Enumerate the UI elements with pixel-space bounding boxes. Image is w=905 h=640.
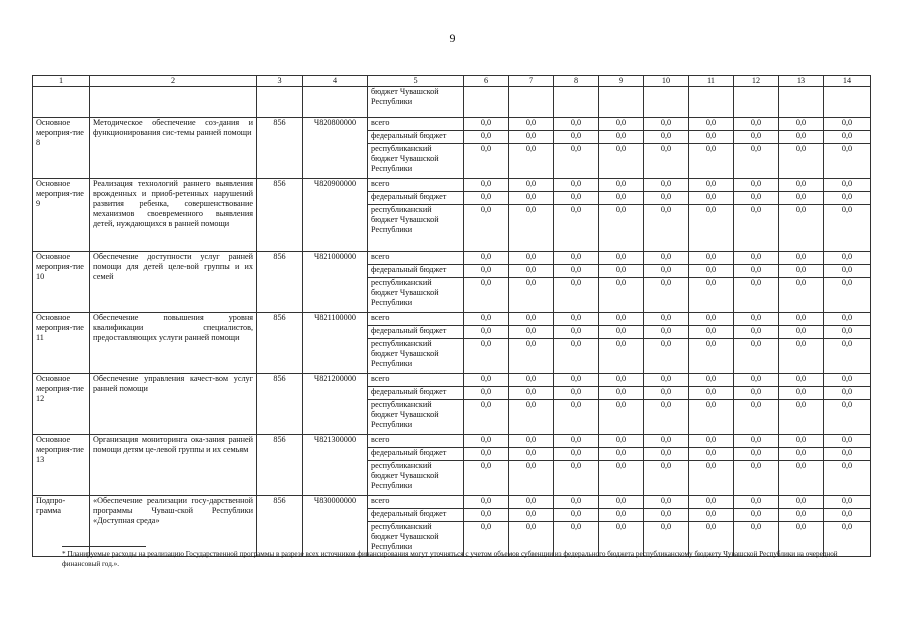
- value-cell: 0,0: [734, 448, 779, 461]
- funding-source: федеральный бюджет: [368, 509, 464, 522]
- funding-source: федеральный бюджет: [368, 326, 464, 339]
- funding-source: федеральный бюджет: [368, 192, 464, 205]
- value-cell: 0,0: [554, 509, 599, 522]
- column-number: 12: [734, 76, 779, 87]
- value-cell: 0,0: [554, 496, 599, 509]
- value-cell: 0,0: [554, 265, 599, 278]
- funding-source: всего: [368, 435, 464, 448]
- value-cell: 0,0: [554, 278, 599, 313]
- value-cell: 0,0: [824, 192, 871, 205]
- value-cell: 0,0: [689, 496, 734, 509]
- value-cell: 0,0: [779, 205, 824, 252]
- value-cell: 0,0: [689, 387, 734, 400]
- value-cell: 0,0: [554, 461, 599, 496]
- funding-source: всего: [368, 252, 464, 265]
- value-cell: 0,0: [509, 400, 554, 435]
- value-cell: 0,0: [554, 374, 599, 387]
- value-cell: 0,0: [734, 179, 779, 192]
- value-cell: 0,0: [464, 278, 509, 313]
- value-cell: 0,0: [824, 339, 871, 374]
- value-cell: 0,0: [689, 118, 734, 131]
- value-cell: 0,0: [599, 387, 644, 400]
- funding-source: республиканский бюджет Чувашской Республики: [368, 400, 464, 435]
- value-cell: 0,0: [734, 461, 779, 496]
- table-body: [33, 76, 871, 557]
- budget-table: [32, 75, 871, 557]
- funding-source: федеральный бюджет: [368, 448, 464, 461]
- grbs-code: 856: [257, 118, 303, 179]
- value-cell: 0,0: [644, 205, 689, 252]
- column-number: 2: [90, 76, 257, 87]
- value-cell: 0,0: [734, 509, 779, 522]
- value-cell: 0,0: [464, 435, 509, 448]
- value-cell: 0,0: [644, 496, 689, 509]
- value-cell: 0,0: [824, 118, 871, 131]
- activity-name: Методическое обеспечение соз-дания и функционирования сис-темы ранней помощи: [90, 118, 257, 179]
- value-cell: 0,0: [779, 118, 824, 131]
- value-cell: 0,0: [464, 205, 509, 252]
- value-cell: 0,0: [644, 278, 689, 313]
- value-cell: 0,0: [599, 522, 644, 557]
- value-cell: 0,0: [644, 374, 689, 387]
- activity-type: Основное мероприя-тие 10: [33, 252, 90, 313]
- column-number: 8: [554, 76, 599, 87]
- value-cell: 0,0: [554, 313, 599, 326]
- value-cell: 0,0: [599, 192, 644, 205]
- value-cell: 0,0: [824, 387, 871, 400]
- value-cell: 0,0: [779, 496, 824, 509]
- value-cell: 0,0: [689, 448, 734, 461]
- value-cell: 0,0: [464, 313, 509, 326]
- value-cell: 0,0: [599, 400, 644, 435]
- value-cell: 0,0: [464, 496, 509, 509]
- value-cell: 0,0: [464, 192, 509, 205]
- value-cell: 0,0: [779, 435, 824, 448]
- value-cell: 0,0: [824, 278, 871, 313]
- value-cell: 0,0: [464, 374, 509, 387]
- value-cell: 0,0: [644, 313, 689, 326]
- value-cell: 0,0: [734, 339, 779, 374]
- activity-name: Обеспечение повышения уровня квалификации специалистов, предоставляющих услуги ранней помощи: [90, 313, 257, 374]
- value-cell: 0,0: [689, 374, 734, 387]
- column-number: 6: [464, 76, 509, 87]
- value-cell: 0,0: [464, 522, 509, 557]
- value-cell: 0,0: [509, 313, 554, 326]
- column-number: 14: [824, 76, 871, 87]
- value-cell: 0,0: [554, 326, 599, 339]
- table-row: [33, 374, 871, 387]
- footnote-separator: [62, 546, 146, 547]
- value-cell: 0,0: [779, 387, 824, 400]
- funding-source: федеральный бюджет: [368, 131, 464, 144]
- value-cell: 0,0: [644, 448, 689, 461]
- value-cell: 0,0: [734, 374, 779, 387]
- value-cell: 0,0: [779, 461, 824, 496]
- value-cell: 0,0: [554, 435, 599, 448]
- value-cell: 0,0: [824, 265, 871, 278]
- column-number: 4: [303, 76, 368, 87]
- value-cell: 0,0: [464, 118, 509, 131]
- target-article-code: Ч821300000: [303, 435, 368, 496]
- value-cell: 0,0: [599, 435, 644, 448]
- grbs-code: 856: [257, 252, 303, 313]
- value-cell: 0,0: [509, 205, 554, 252]
- value-cell: 0,0: [644, 252, 689, 265]
- column-number: 9: [599, 76, 644, 87]
- column-number-row: [33, 76, 871, 87]
- value-cell: 0,0: [599, 326, 644, 339]
- page-number: 9: [449, 31, 456, 45]
- footnote: * Планируемые расходы на реализацию Государственной программы в разрезе всех источников финансирования могут уточняться с учетом объемов субвенции из федерального бюджета республиканскому бюджету Чувашской Республики на очередной финансовый год.».: [62, 550, 838, 568]
- value-cell: 0,0: [779, 374, 824, 387]
- value-cell: 0,0: [824, 313, 871, 326]
- value-cell: 0,0: [779, 265, 824, 278]
- value-cell: 0,0: [779, 131, 824, 144]
- value-cell: 0,0: [779, 192, 824, 205]
- value-cell: 0,0: [689, 278, 734, 313]
- column-number: 5: [368, 76, 464, 87]
- value-cell: 0,0: [824, 522, 871, 557]
- table-row: [33, 118, 871, 131]
- value-cell: 0,0: [599, 205, 644, 252]
- value-cell: 0,0: [599, 461, 644, 496]
- value-cell: 0,0: [734, 131, 779, 144]
- table-row: [33, 313, 871, 326]
- value-cell: 0,0: [824, 400, 871, 435]
- value-cell: 0,0: [644, 400, 689, 435]
- grbs-code: 856: [257, 374, 303, 435]
- value-cell: 0,0: [554, 118, 599, 131]
- value-cell: 0,0: [554, 144, 599, 179]
- value-cell: 0,0: [734, 400, 779, 435]
- activity-type: Основное мероприя-тие 9: [33, 179, 90, 252]
- column-number: 3: [257, 76, 303, 87]
- value-cell: 0,0: [734, 144, 779, 179]
- value-cell: 0,0: [554, 522, 599, 557]
- value-cell: 0,0: [644, 118, 689, 131]
- funding-source: республиканский бюджет Чувашской Республики: [368, 144, 464, 179]
- value-cell: 0,0: [779, 313, 824, 326]
- value-cell: 0,0: [599, 448, 644, 461]
- target-article-code: Ч821100000: [303, 313, 368, 374]
- value-cell: 0,0: [599, 278, 644, 313]
- target-article-code: Ч820800000: [303, 118, 368, 179]
- value-cell: 0,0: [689, 252, 734, 265]
- value-cell: 0,0: [734, 252, 779, 265]
- activity-type: Основное мероприя-тие 8: [33, 118, 90, 179]
- funding-source: республиканский бюджет Чувашской Республики: [368, 522, 464, 557]
- value-cell: 0,0: [509, 374, 554, 387]
- value-cell: 0,0: [779, 509, 824, 522]
- activity-name: Обеспечение управления качест-вом услуг ранней помощи: [90, 374, 257, 435]
- funding-source: республиканский бюджет Чувашской Республики: [368, 339, 464, 374]
- table-row: [33, 179, 871, 192]
- value-cell: 0,0: [644, 179, 689, 192]
- value-cell: 0,0: [779, 448, 824, 461]
- column-number: 13: [779, 76, 824, 87]
- value-cell: 0,0: [509, 522, 554, 557]
- target-article-code: Ч830000000: [303, 496, 368, 557]
- value-cell: 0,0: [509, 509, 554, 522]
- value-cell: 0,0: [464, 339, 509, 374]
- value-cell: 0,0: [509, 118, 554, 131]
- value-cell: 0,0: [824, 461, 871, 496]
- value-cell: 0,0: [689, 326, 734, 339]
- value-cell: 0,0: [734, 118, 779, 131]
- activity-type: Основное мероприя-тие 13: [33, 435, 90, 496]
- funding-source: федеральный бюджет: [368, 265, 464, 278]
- value-cell: 0,0: [509, 179, 554, 192]
- value-cell: 0,0: [824, 374, 871, 387]
- value-cell: 0,0: [599, 339, 644, 374]
- value-cell: 0,0: [464, 179, 509, 192]
- value-cell: 0,0: [824, 509, 871, 522]
- value-cell: 0,0: [689, 131, 734, 144]
- value-cell: 0,0: [824, 435, 871, 448]
- value-cell: 0,0: [734, 387, 779, 400]
- value-cell: 0,0: [464, 144, 509, 179]
- table-row: [33, 496, 871, 509]
- value-cell: 0,0: [689, 400, 734, 435]
- value-cell: 0,0: [509, 192, 554, 205]
- value-cell: 0,0: [509, 461, 554, 496]
- value-cell: 0,0: [779, 522, 824, 557]
- column-number: 11: [689, 76, 734, 87]
- grbs-code: 856: [257, 179, 303, 252]
- funding-source: республиканский бюджет Чувашской Республики: [368, 205, 464, 252]
- value-cell: 0,0: [509, 496, 554, 509]
- value-cell: 0,0: [644, 461, 689, 496]
- value-cell: 0,0: [509, 278, 554, 313]
- value-cell: 0,0: [779, 278, 824, 313]
- value-cell: 0,0: [824, 144, 871, 179]
- value-cell: 0,0: [824, 205, 871, 252]
- value-cell: 0,0: [689, 522, 734, 557]
- value-cell: 0,0: [824, 326, 871, 339]
- value-cell: 0,0: [464, 326, 509, 339]
- value-cell: 0,0: [644, 265, 689, 278]
- value-cell: 0,0: [824, 131, 871, 144]
- value-cell: 0,0: [644, 387, 689, 400]
- activity-type: Подпро-грамма: [33, 496, 90, 557]
- value-cell: 0,0: [734, 192, 779, 205]
- grbs-code: 856: [257, 496, 303, 557]
- value-cell: 0,0: [689, 144, 734, 179]
- value-cell: 0,0: [554, 192, 599, 205]
- value-cell: 0,0: [509, 326, 554, 339]
- value-cell: 0,0: [689, 339, 734, 374]
- carry-over-source: бюджет Чувашской Республики: [368, 87, 464, 118]
- grbs-code: 856: [257, 313, 303, 374]
- activity-name: Организация мониторинга ока-зания ранней помощи детям це-левой группы и их семьям: [90, 435, 257, 496]
- value-cell: 0,0: [689, 313, 734, 326]
- value-cell: 0,0: [779, 339, 824, 374]
- value-cell: 0,0: [779, 179, 824, 192]
- value-cell: 0,0: [599, 118, 644, 131]
- value-cell: 0,0: [464, 400, 509, 435]
- value-cell: 0,0: [509, 252, 554, 265]
- value-cell: 0,0: [599, 374, 644, 387]
- column-number: 7: [509, 76, 554, 87]
- value-cell: 0,0: [734, 265, 779, 278]
- value-cell: 0,0: [509, 144, 554, 179]
- activity-type: Основное мероприя-тие 11: [33, 313, 90, 374]
- activity-name: Реализация технологий раннего выявления врожденных и приоб-ретенных нарушений развития ребенка, совершенствование механизмов своевременного выявления детей, нуждающихся в ранней помощи: [90, 179, 257, 252]
- value-cell: 0,0: [824, 496, 871, 509]
- table-row: [33, 252, 871, 265]
- value-cell: 0,0: [554, 400, 599, 435]
- value-cell: 0,0: [599, 313, 644, 326]
- value-cell: 0,0: [779, 252, 824, 265]
- value-cell: 0,0: [689, 461, 734, 496]
- funding-source: республиканский бюджет Чувашской Республики: [368, 278, 464, 313]
- value-cell: 0,0: [644, 326, 689, 339]
- table-row: [33, 435, 871, 448]
- value-cell: 0,0: [734, 313, 779, 326]
- value-cell: 0,0: [599, 179, 644, 192]
- column-number: 10: [644, 76, 689, 87]
- value-cell: 0,0: [509, 448, 554, 461]
- target-article-code: Ч820900000: [303, 179, 368, 252]
- value-cell: 0,0: [644, 339, 689, 374]
- value-cell: 0,0: [464, 461, 509, 496]
- value-cell: 0,0: [509, 339, 554, 374]
- column-number: 1: [33, 76, 90, 87]
- value-cell: 0,0: [824, 252, 871, 265]
- value-cell: 0,0: [689, 265, 734, 278]
- funding-source: всего: [368, 118, 464, 131]
- value-cell: 0,0: [779, 144, 824, 179]
- value-cell: 0,0: [599, 252, 644, 265]
- value-cell: 0,0: [554, 387, 599, 400]
- value-cell: 0,0: [644, 435, 689, 448]
- value-cell: 0,0: [509, 265, 554, 278]
- value-cell: 0,0: [689, 192, 734, 205]
- value-cell: 0,0: [644, 131, 689, 144]
- value-cell: 0,0: [554, 131, 599, 144]
- value-cell: 0,0: [464, 252, 509, 265]
- funding-source: всего: [368, 179, 464, 192]
- value-cell: 0,0: [689, 509, 734, 522]
- value-cell: 0,0: [824, 179, 871, 192]
- value-cell: 0,0: [599, 131, 644, 144]
- value-cell: 0,0: [464, 387, 509, 400]
- value-cell: 0,0: [689, 205, 734, 252]
- value-cell: 0,0: [599, 496, 644, 509]
- value-cell: 0,0: [509, 131, 554, 144]
- funding-source: всего: [368, 313, 464, 326]
- value-cell: 0,0: [554, 205, 599, 252]
- value-cell: 0,0: [779, 400, 824, 435]
- value-cell: 0,0: [734, 522, 779, 557]
- value-cell: 0,0: [734, 496, 779, 509]
- value-cell: 0,0: [779, 326, 824, 339]
- value-cell: 0,0: [689, 179, 734, 192]
- value-cell: 0,0: [464, 509, 509, 522]
- value-cell: 0,0: [644, 522, 689, 557]
- activity-type: Основное мероприя-тие 12: [33, 374, 90, 435]
- value-cell: 0,0: [464, 448, 509, 461]
- value-cell: 0,0: [644, 144, 689, 179]
- value-cell: 0,0: [554, 252, 599, 265]
- value-cell: 0,0: [734, 435, 779, 448]
- carry-over-row: [33, 87, 871, 118]
- activity-name: «Обеспечение реализации госу-дарственной программы Чуваш-ской Республики «Доступная среда»: [90, 496, 257, 557]
- value-cell: 0,0: [599, 144, 644, 179]
- value-cell: 0,0: [734, 278, 779, 313]
- value-cell: 0,0: [554, 339, 599, 374]
- target-article-code: Ч821000000: [303, 252, 368, 313]
- value-cell: 0,0: [734, 326, 779, 339]
- value-cell: 0,0: [734, 205, 779, 252]
- activity-name: Обеспечение доступности услуг ранней помощи для детей целе-вой группы и их семей: [90, 252, 257, 313]
- value-cell: 0,0: [644, 509, 689, 522]
- value-cell: 0,0: [509, 387, 554, 400]
- value-cell: 0,0: [554, 448, 599, 461]
- value-cell: 0,0: [599, 509, 644, 522]
- target-article-code: Ч821200000: [303, 374, 368, 435]
- value-cell: 0,0: [554, 179, 599, 192]
- funding-source: федеральный бюджет: [368, 387, 464, 400]
- value-cell: 0,0: [689, 435, 734, 448]
- value-cell: 0,0: [464, 131, 509, 144]
- funding-source: всего: [368, 496, 464, 509]
- funding-source: всего: [368, 374, 464, 387]
- value-cell: 0,0: [599, 265, 644, 278]
- grbs-code: 856: [257, 435, 303, 496]
- value-cell: 0,0: [464, 265, 509, 278]
- value-cell: 0,0: [509, 435, 554, 448]
- value-cell: 0,0: [644, 192, 689, 205]
- funding-source: республиканский бюджет Чувашской Республики: [368, 461, 464, 496]
- value-cell: 0,0: [824, 448, 871, 461]
